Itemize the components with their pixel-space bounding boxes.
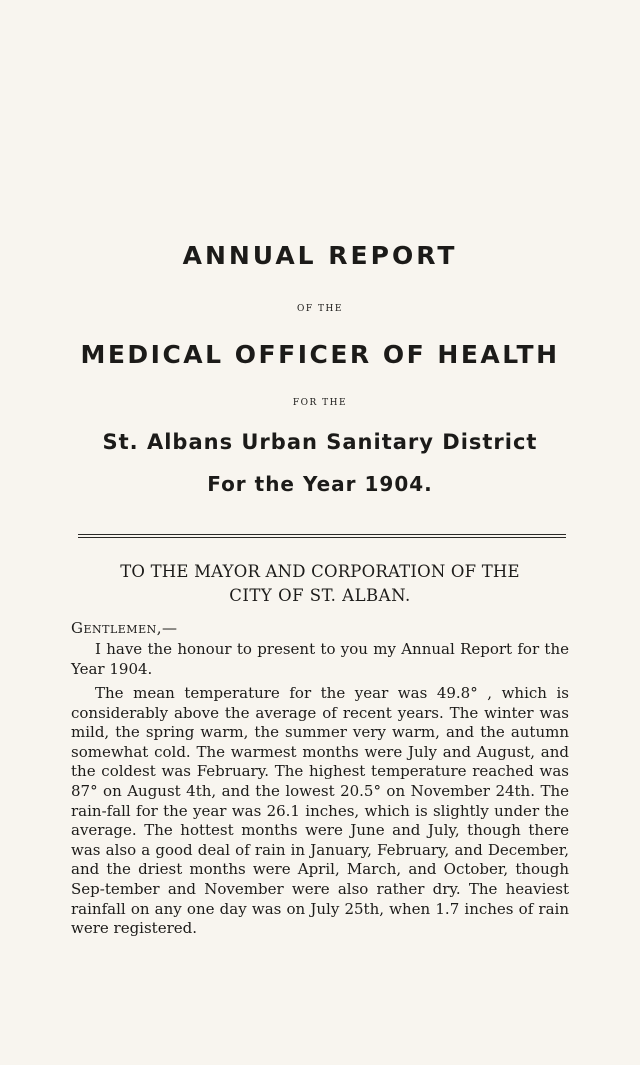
intro-paragraph: I have the honour to present to you my Annual Report for the Year 1904.	[71, 640, 569, 678]
report-subject: MEDICAL OFFICER OF HEALTH	[80, 340, 560, 369]
address-line-1: TO THE MAYOR AND CORPORATION OF THE	[120, 562, 520, 581]
salutation: Gentlemen,—	[71, 619, 178, 637]
report-title: ANNUAL REPORT	[182, 241, 458, 270]
report-year: For the Year 1904.	[207, 472, 433, 496]
district-name: St. Albans Urban Sanitary District	[102, 430, 538, 454]
weather-paragraph: The mean temperature for the year was 49.8° , which is considerably above the average of recent years. The winter was mild, the spring warm, the summer very warm, and the autumn somewhat cold. The warmest months were July and August, and the coldest was February. The highest temperature reached was 87° on August 4th, and the lowest 20.5° on November 24th. The rain-fall for the year was 26.1 inches, which is slightly under the average. The hottest months were June and July, though there was also a good deal of rain in January, February, and December, and the driest months were April, March, and October, though Sep-tember and November were also rather dry. The heaviest rainfall on any one day was on July 25th, when 1.7 inches of rain were registered.	[71, 684, 569, 938]
divider-rule-top	[78, 534, 566, 535]
divider-rule-bottom	[78, 537, 566, 538]
title-connector-of-the: OF THE	[297, 304, 343, 314]
title-connector-for-the: FOR THE	[292, 398, 348, 408]
address-line-2: CITY OF ST. ALBAN.	[229, 586, 411, 605]
